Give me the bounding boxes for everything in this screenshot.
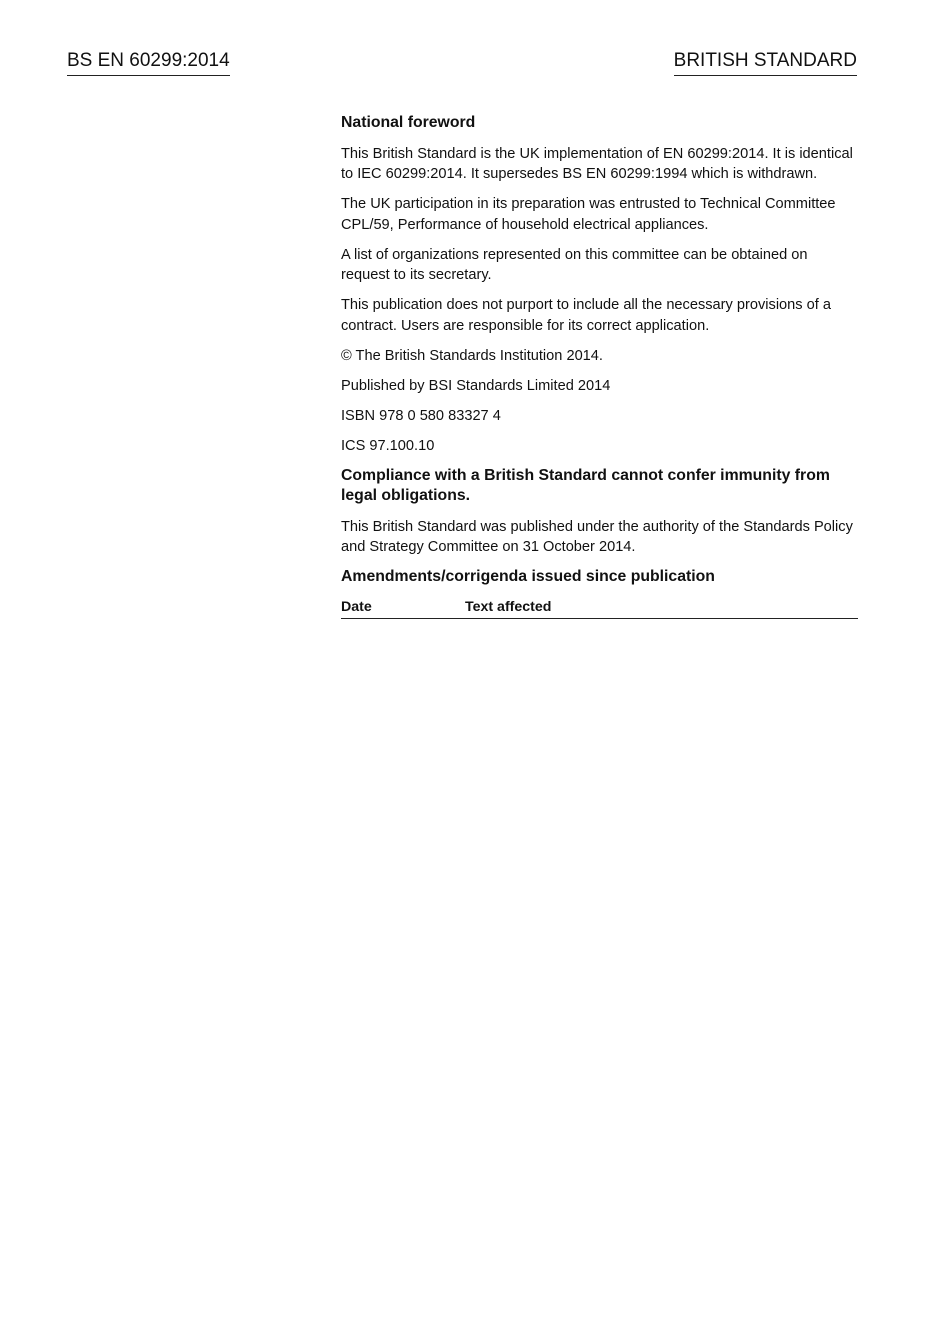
amendments-column-text-affected: Text affected [465,598,552,615]
copyright-line: © The British Standards Institution 2014. [341,347,603,364]
amendments-table-header [341,598,858,619]
ics-line: ICS 97.100.10 [341,437,435,454]
foreword-title: National foreword [341,114,476,131]
foreword-paragraph-committee: The UK participation in its preparation was entrusted to Technical Committee CPL/59, Performance of household electrical appliances. [341,196,836,233]
foreword-paragraph-organizations: A list of organizations represented on this committee can be obtained on request to its secretary. [341,246,808,283]
foreword-paragraph-implementation: This British Standard is the UK implementation of EN 60299:2014. It is identical to IEC 60299:2014. It supersedes BS EN 60299:1994 which is withdrawn. [341,145,853,182]
foreword-paragraph-provisions: This publication does not purport to include all the necessary provisions of a contract. Users are responsible for its correct application. [341,297,831,334]
document-code: BS EN 60299:2014 [67,49,230,76]
amendments-column-date: Date [341,598,372,615]
compliance-statement: Compliance with a British Standard cannot confer immunity from legal obligations. [341,466,830,504]
publisher-line: Published by BSI Standards Limited 2014 [341,377,611,394]
amendments-title: Amendments/corrigenda issued since publication [341,568,715,585]
national-foreword [341,113,858,619]
standard-type: BRITISH STANDARD [674,49,857,76]
authority-paragraph: This British Standard was published under the authority of the Standards Policy and Strategy Committee on 31 October 2014. [341,518,853,555]
isbn-line: ISBN 978 0 580 83327 4 [341,407,501,424]
